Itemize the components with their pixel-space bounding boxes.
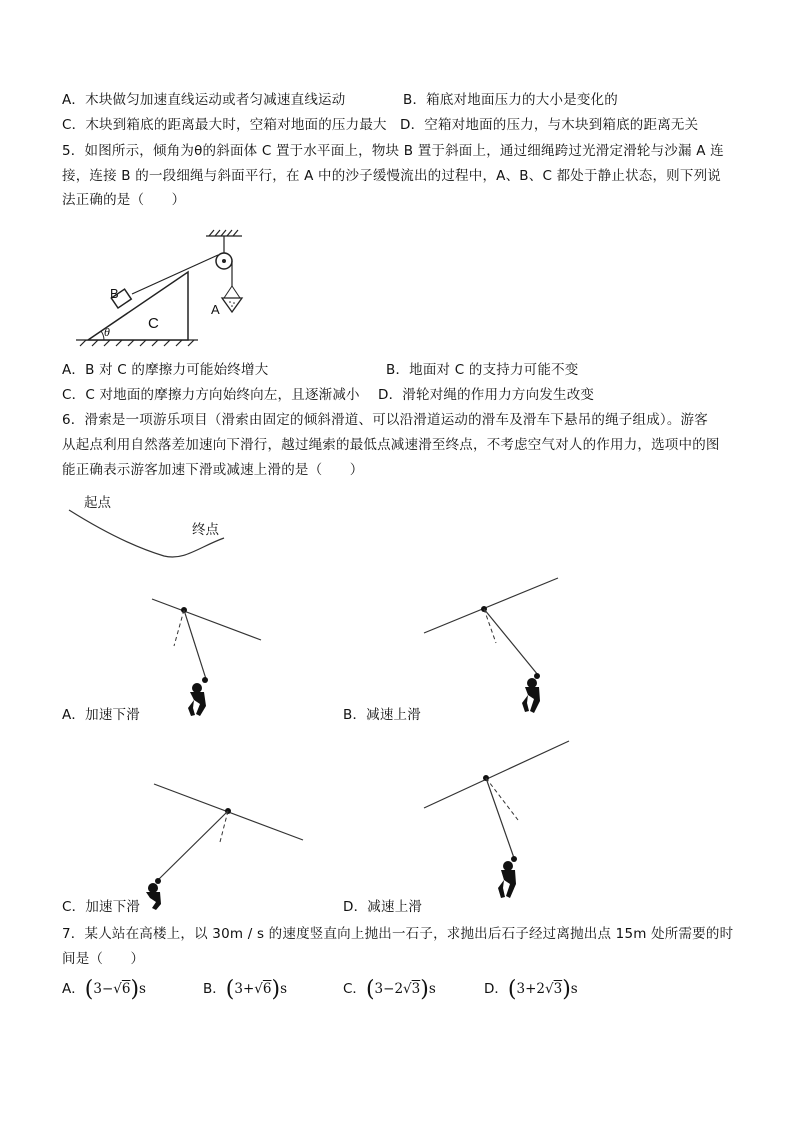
q7-option-d: D．(3+2√3)s — [484, 977, 578, 1002]
zipline-figure-d — [422, 738, 572, 908]
q7-stem-line-1: 7．某人站在高楼上，以 30m / s 的速度竖直向上抛出一石子，求抛出后石子经过离抛出点 15m 处所需要的时 — [62, 926, 734, 942]
q4-option-a: A．木块做匀加速直线运动或者匀减速直线运动 — [62, 92, 346, 108]
q5-option-c: C．C 对地面的摩擦力方向始终向左，且逐渐减小 — [62, 387, 360, 403]
zipline-figure-c — [142, 782, 307, 912]
q4-option-b: B．箱底对地面压力的大小是变化的 — [403, 92, 618, 108]
rider-icon — [498, 856, 517, 898]
zipline-figure-b — [422, 575, 562, 717]
option-label: B． — [203, 981, 226, 997]
label-a: A — [211, 302, 220, 317]
label-theta: θ — [104, 325, 110, 339]
sand-funnel-a — [222, 298, 242, 312]
ceiling-support — [206, 230, 242, 254]
rider-icon — [146, 878, 161, 910]
rider-icon — [188, 677, 208, 716]
label-b: B — [110, 286, 119, 301]
incline-c — [88, 272, 188, 340]
q7-option-b: B．(3+√6)s — [203, 977, 287, 1002]
q5-option-a: A．B 对 C 的摩擦力可能始终增大 — [62, 362, 269, 378]
option-label: A． — [62, 981, 85, 997]
label-end: 终点 — [192, 522, 219, 538]
label-start: 起点 — [84, 495, 111, 511]
q5-option-d: D．滑轮对绳的作用力方向发生改变 — [378, 387, 595, 403]
q6-option-d: D．减速上滑 — [343, 899, 423, 915]
q5-stem-line-2: 接，连接 B 的一段细绳与斜面平行，在 A 中的沙子缓慢流出的过程中，A、B、C 都处于静止状态，则下列说 — [62, 168, 721, 184]
q5-option-b: B．地面对 C 的支持力可能不变 — [386, 362, 579, 378]
q4-option-d: D．空箱对地面的压力，与木块到箱底的距离无关 — [400, 117, 699, 133]
q6-option-b: B．减速上滑 — [343, 707, 421, 723]
rider-icon — [522, 673, 540, 713]
q4-option-c: C．木块到箱底的距离最大时，空箱对地面的压力最大 — [62, 117, 387, 133]
q5-stem-line-1: 5．如图所示，倾角为θ的斜面体 C 置于水平面上，物块 B 置于斜面上，通过细绳跨过光滑定滑轮与沙漏 A 连 — [62, 143, 724, 159]
q6-option-a: A．加速下滑 — [62, 707, 140, 723]
q5-stem-line-3: 法正确的是（ ） — [62, 192, 186, 208]
q7-option-c: C．(3−2√3)s — [343, 977, 436, 1002]
zipline-figure-a — [150, 596, 265, 721]
q5-incline-figure — [70, 228, 250, 350]
ground — [76, 340, 198, 346]
label-c: C — [148, 315, 159, 332]
q7-stem-line-2: 间是（ ） — [62, 951, 145, 967]
option-label: C． — [343, 981, 366, 997]
q6-stem-line-3: 能正确表示游客加速下滑或减速上滑的是（ ） — [62, 462, 364, 478]
q6-option-c: C．加速下滑 — [62, 899, 141, 915]
q6-stem-line-1: 6．滑索是一项游乐项目（滑索由固定的倾斜滑道、可以沿滑道运动的滑车及滑车下悬吊的绳子组成）。游客 — [62, 412, 708, 428]
q6-stem-line-2: 从起点利用自然落差加速向下滑行，越过绳索的最低点减速滑至终点，不考虑空气对人的作用力，选项中的图 — [62, 437, 720, 453]
option-label: D． — [484, 981, 508, 997]
q7-option-a: A．(3−√6)s — [62, 977, 146, 1002]
